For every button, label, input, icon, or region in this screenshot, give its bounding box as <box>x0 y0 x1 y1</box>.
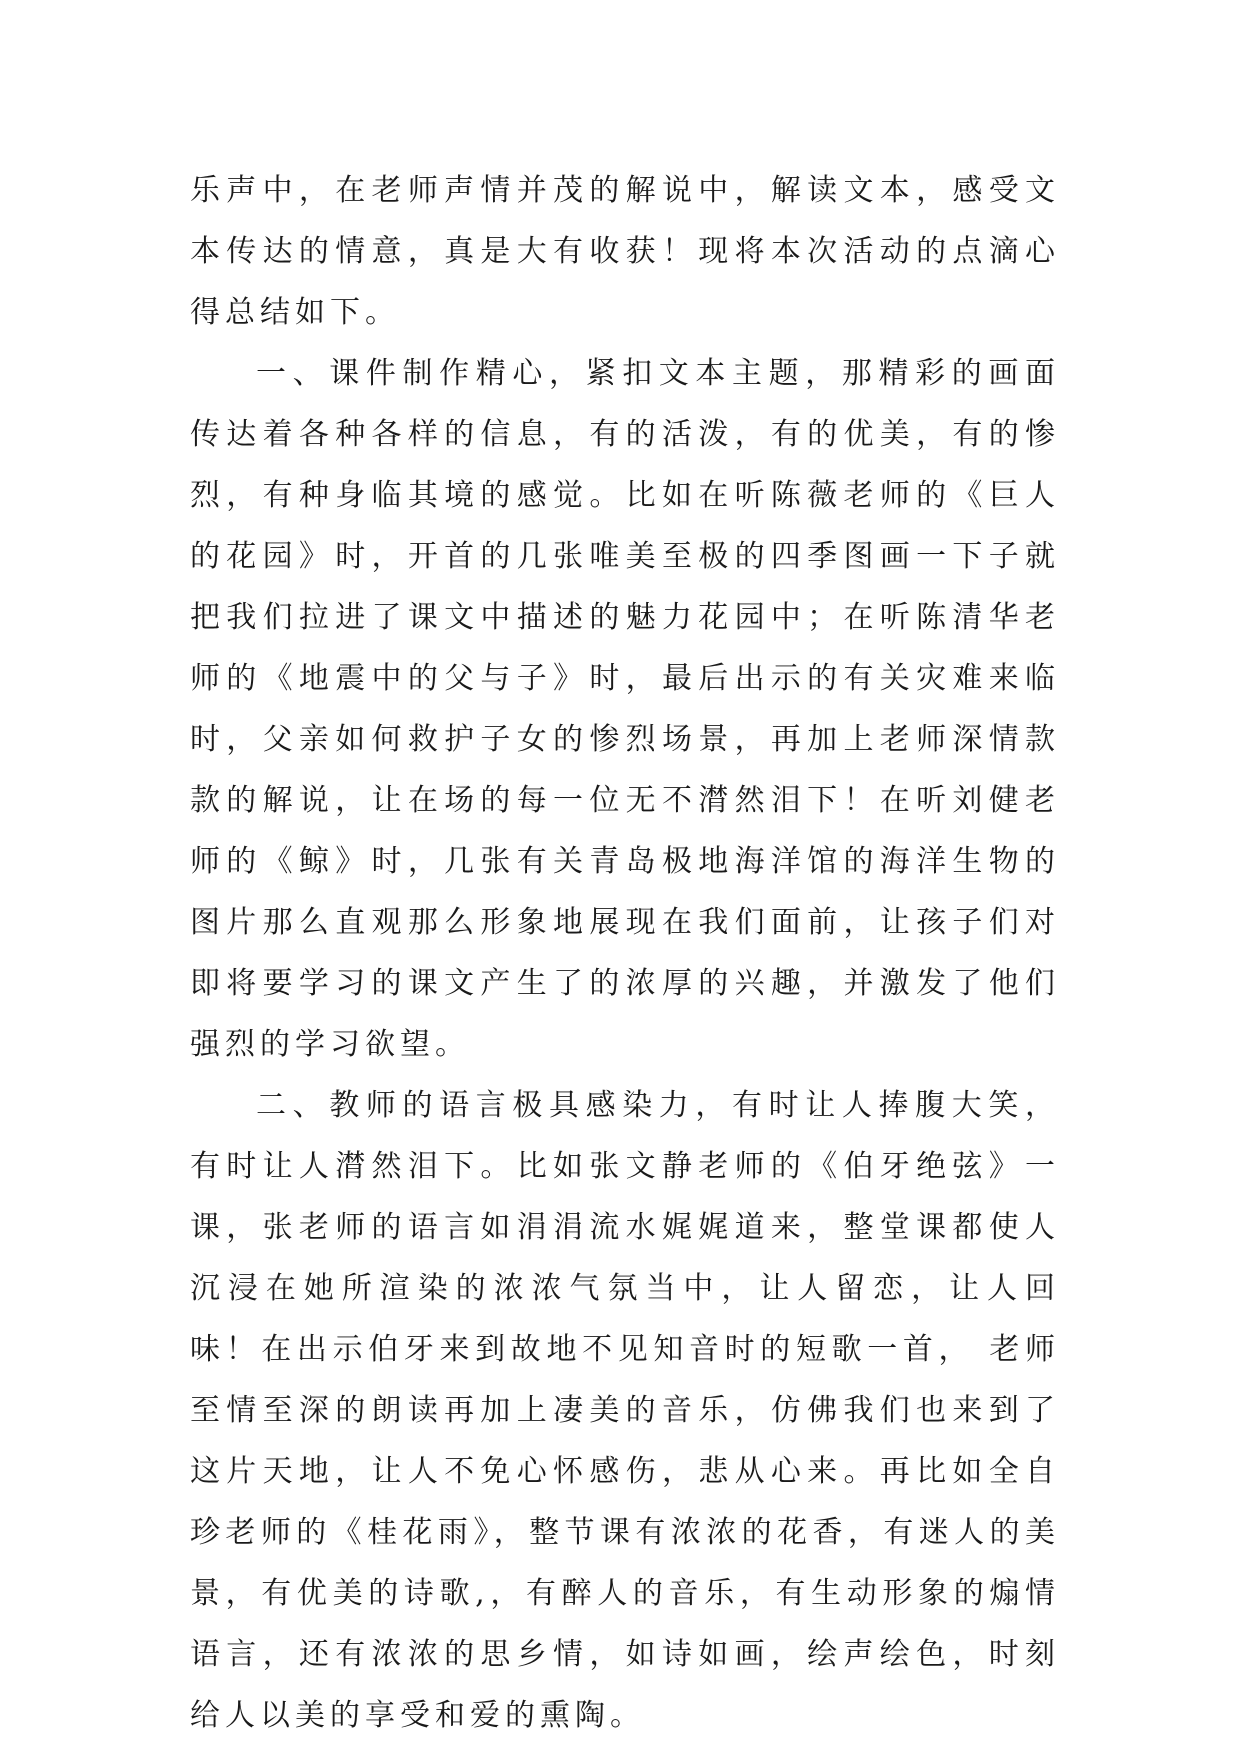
paragraph-point-one: 一、课件制作精心，紧扣文本主题，那精彩的画面传达着各种各样的信息，有的活泼，有的优美，有的惨烈，有种身临其境的感觉。比如在听陈薇老师的《巨人的花园》时，开首的几张唯美至极的四季图画一下子就把我们拉进了课文中描述的魅力花园中；在听陈清华老师的《地震中的父与子》时，最后出示的有关灾难来临时，父亲如何救护子女的惨烈场景，再加上老师深情款款的解说，让在场的每一位无不潸然泪下！在听刘健老师的《鲸》时，几张有关青岛极地海洋馆的海洋生物的图片那么直观那么形象地展现在我们面前，让孩子们对即将要学习的课文产生了的浓厚的兴趣，并激发了他们强烈的学习欲望。 <box>190 356 1060 1062</box>
document-body <box>190 160 1060 1746</box>
paragraph-intro-continued: 乐声中，在老师声情并茂的解说中，解读文本，感受文本传达的情意，真是大有收获！现将本次活动的点滴心得总结如下。 <box>190 173 1060 330</box>
paragraph-point-two: 二、教师的语言极具感染力，有时让人捧腹大笑，有时让人潸然泪下。比如张文静老师的《伯牙绝弦》一课，张老师的语言如涓涓流水娓娓道来，整堂课都使人沉浸在她所渲染的浓浓气氛当中，让人留恋，让人回味！在出示伯牙来到故地不见知音时的短歌一首， 老师至情至深的朗读再加上凄美的音乐，仿佛我们也来到了这片天地，让人不免心怀感伤，悲从心来。再比如全自珍老师的《桂花雨》，整节课有浓浓的花香，有迷人的美景，有优美的诗歌,，有醉人的音乐，有生动形象的煽情语言，还有浓浓的思乡情，如诗如画，绘声绘色，时刻给人以美的享受和爱的熏陶。 <box>190 1088 1060 1733</box>
